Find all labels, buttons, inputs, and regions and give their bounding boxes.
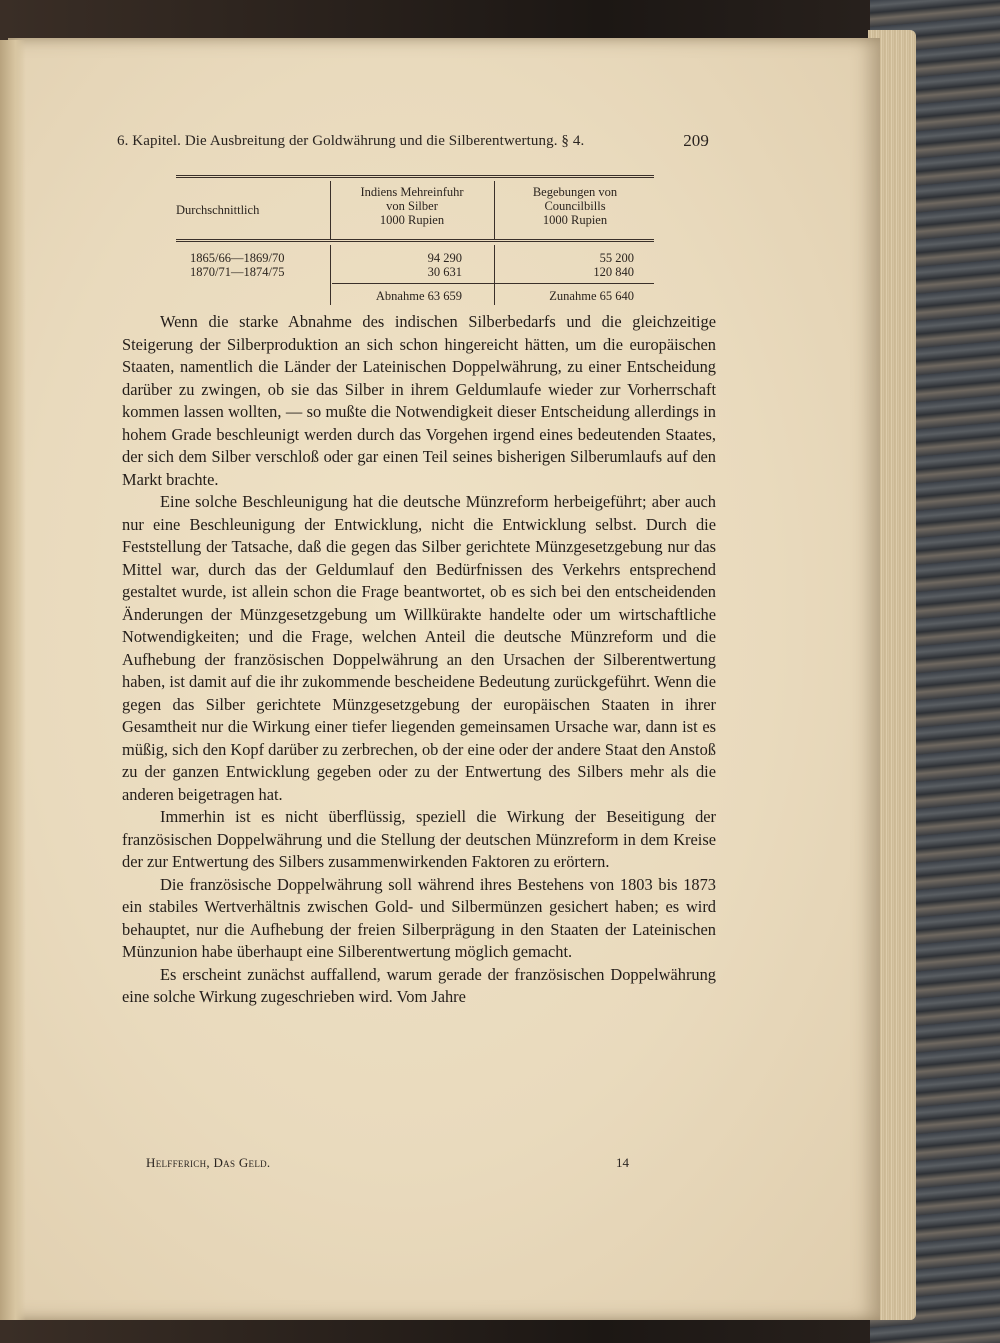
paragraph: Es erscheint zunächst auffallend, warum gerade der französischen Doppelwährung eine solche Wirkung zugeschrieben wird. Vom Jahre <box>122 964 716 1006</box>
paragraph: Immerhin ist es nicht überflüssig, speziell die Wirkung der Beseitigung der französischen Doppelwährung und die Stellung der deutschen Münzreform in dem Kreise der zur Entwertung des Silbers zusammenwirkenden Faktoren zu erörtern. <box>122 807 716 871</box>
running-head <box>117 133 717 159</box>
table-divider <box>330 245 331 305</box>
paragraph: Wenn die starke Abnahme des indischen Silberbedarfs und die gleichzeitige Steigerung der Silberproduktion an sich schon hingereicht hätten, um die europäischen Staaten, namentlich die Länder der Lateinischen Doppelwährung, zu einer Entscheidung darüber zu zwingen, ob sie das Silber in ihrem Geldumlaufe wieder zur Vorherrschaft kommen lassen wollten, — so mußte die Notwendigkeit dieser Entscheidung allerdings in hohem Grade beschleunigt werden durch das Vorgehen irgend eines bedeutenden Staates, der sich dem Silber verschloß oder gar einen Teil seines bisherigen Silberumlaufs auf den Markt brachte. <box>122 312 716 489</box>
paragraph: Die französische Doppelwährung soll während ihres Bestehens von 1803 bis 1873 ein stabiles Wertverhältnis zwischen Gold- und Silbermünzen gesichert haben; es wird behauptet, nur die Aufhebung der freien Silberprägung in den Staaten der Lateinischen Münzunion habe überhaupt eine Silberentwertung möglich gemacht. <box>122 874 716 961</box>
header-bills-line2: Councilbills <box>544 199 606 213</box>
page-left-shadow <box>0 40 26 1320</box>
header-silver-line2: von Silber <box>386 199 438 213</box>
table-divider <box>494 245 495 305</box>
header-period: Durchschnittlich <box>176 203 260 217</box>
header-silver-line1: Indiens Mehreinfuhr <box>360 185 464 199</box>
header-silver-line3: 1000 Rupien <box>379 213 445 227</box>
footer-author: Helfferich, Das Geld. <box>146 1155 271 1170</box>
table-total-silver: Abnahme 63 659 <box>375 289 462 303</box>
table-row-period: 1870/71—1874/75 <box>190 265 285 279</box>
table-row-silver: 30 631 <box>427 265 462 279</box>
page-number: 209 <box>683 131 709 150</box>
table-top-rule <box>176 175 654 178</box>
page-footer <box>146 1155 629 1173</box>
paragraph: Eine solche Beschleunigung hat die deutsche Münzreform herbeigeführt; aber auch nur eine Beschleunigung der Entwicklung, nicht die Entwicklung selbst. Durch die Feststellung der Tatsache, daß die gegen das Silber gerichtete Münzgesetzgebung nur das Mittel war, durch das der Geldumlauf den Bedürfnissen des Verkehrs entsprechend gestaltet wurde, ist allein schon die Frage beantwortet, ob es sich bei den entscheidenden Änderungen der Münzgesetzgebung um Willkürakte handelte oder um wirtschaftliche Notwendigkeiten; und die Frage, welchen Anteil die deutsche Münzreform und die Aufhebung der französischen Doppelwährung an den Ursachen der Silberentwertung haben, ist damit auf die ihr zukommende bescheidene Bedeutung zurückgeführt. Wenn die gegen das Silber gerichtete Münzgesetzgebung der europäischen Staaten in ihrer Gesamtheit nur die Wirkung einer tiefer liegenden gemeinsamen Ursache war, dann ist es müßig, sich den Kopf darüber zu zerbrechen, ob der eine oder der andere Staat den Anstoß zu der ganzen Entwicklung gegeben oder zu der Entwertung des Silbers mehr als die anderen beigetragen hat. <box>122 492 716 804</box>
table-total-bills: Zunahme 65 640 <box>549 289 634 303</box>
table-row-bills: 55 200 <box>599 251 634 265</box>
header-bills-line3: 1000 Rupien <box>542 213 608 227</box>
running-head-title: 6. Kapitel. Die Ausbreitung der Goldwährung und die Silberentwertung. § 4. <box>117 133 585 149</box>
signature-mark: 14 <box>616 1155 629 1170</box>
table-sum-rule <box>332 283 654 284</box>
table-row-period: 1865/66—1869/70 <box>190 251 285 265</box>
table-row-bills: 120 840 <box>593 265 634 279</box>
table-header-rule <box>176 239 654 242</box>
body-text <box>122 311 716 1009</box>
table-divider <box>330 181 331 239</box>
table-row-silver: 94 290 <box>427 251 462 265</box>
table-divider <box>494 181 495 239</box>
header-bills-line1: Begebungen von <box>532 185 618 199</box>
data-table <box>176 175 654 310</box>
